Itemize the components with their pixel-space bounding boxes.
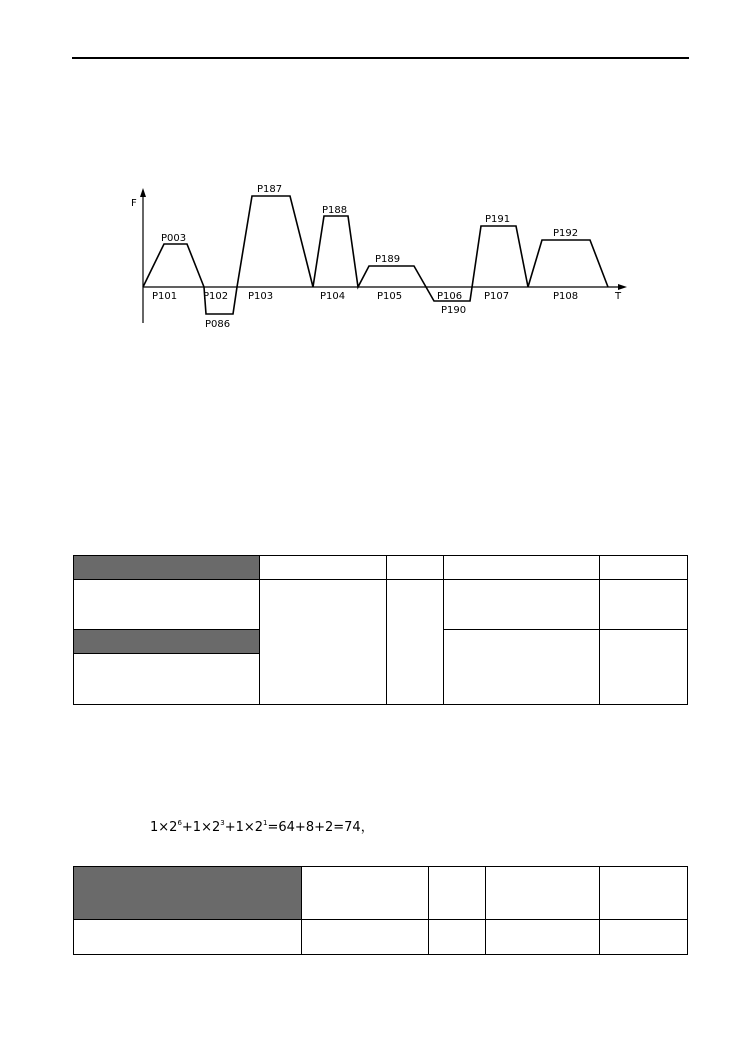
table-cell: [600, 630, 688, 705]
table-cell: [387, 556, 444, 580]
label-p105: P105: [377, 291, 403, 302]
label-p187: P187: [257, 184, 283, 195]
label-p188: P188: [322, 205, 348, 216]
table-row: [74, 920, 688, 955]
label-p101: P101: [152, 291, 178, 302]
table-cell: [600, 920, 688, 955]
y-axis-label: F: [131, 198, 137, 209]
table-cell: [302, 920, 429, 955]
table-header-cell: [74, 630, 260, 654]
table-cell: [429, 867, 486, 920]
table-header-cell: [74, 867, 302, 920]
table-cell: [429, 920, 486, 955]
label-p086: P086: [205, 319, 231, 330]
table-cell: [444, 630, 600, 705]
table-cell: [302, 867, 429, 920]
x-axis-label: T: [615, 291, 622, 302]
binary-weight-formula: [150, 816, 374, 835]
label-p191: P191: [485, 214, 511, 225]
table-cell: [444, 556, 600, 580]
label-p003: P003: [161, 233, 187, 244]
formula-term-2: +1×2: [181, 820, 221, 835]
x-axis-arrow-icon: [618, 284, 627, 290]
formula-exponent-1: 6: [177, 819, 182, 827]
formula-exponent-3: 1: [263, 819, 268, 827]
formula-exponent-2: 3: [220, 819, 225, 827]
table-cell: [260, 556, 387, 580]
label-p190: P190: [441, 305, 467, 316]
table-cell: [600, 556, 688, 580]
label-p108: P108: [553, 291, 579, 302]
table-cell: [74, 920, 302, 955]
table-cell: [260, 580, 387, 705]
table-cell: [74, 654, 260, 705]
formula-term-3: +1×2: [224, 820, 264, 835]
speed-time-diagram: [0, 0, 737, 400]
table-cell: [486, 867, 600, 920]
label-p192: P192: [553, 228, 579, 239]
label-p103: P103: [248, 291, 274, 302]
table-header-cell: [74, 556, 260, 580]
label-p106: P106: [437, 291, 463, 302]
table-cell: [444, 580, 600, 630]
parameter-table-1: [73, 555, 688, 705]
table-row: [74, 556, 688, 580]
table-cell: [600, 580, 688, 630]
formula-term-1: 1×2: [150, 820, 178, 835]
y-axis-arrow-icon: [140, 188, 146, 197]
formula-result: =64+8+2=74，: [267, 820, 374, 835]
label-p107: P107: [484, 291, 510, 302]
table-cell: [600, 867, 688, 920]
label-p189: P189: [375, 254, 401, 265]
label-p104: P104: [320, 291, 346, 302]
table-cell: [74, 580, 260, 630]
table-row: [74, 580, 688, 630]
table-row: [74, 867, 688, 920]
label-p102: P102: [203, 291, 229, 302]
table-cell: [486, 920, 600, 955]
parameter-table-2: [73, 866, 688, 955]
table-cell: [387, 580, 444, 705]
